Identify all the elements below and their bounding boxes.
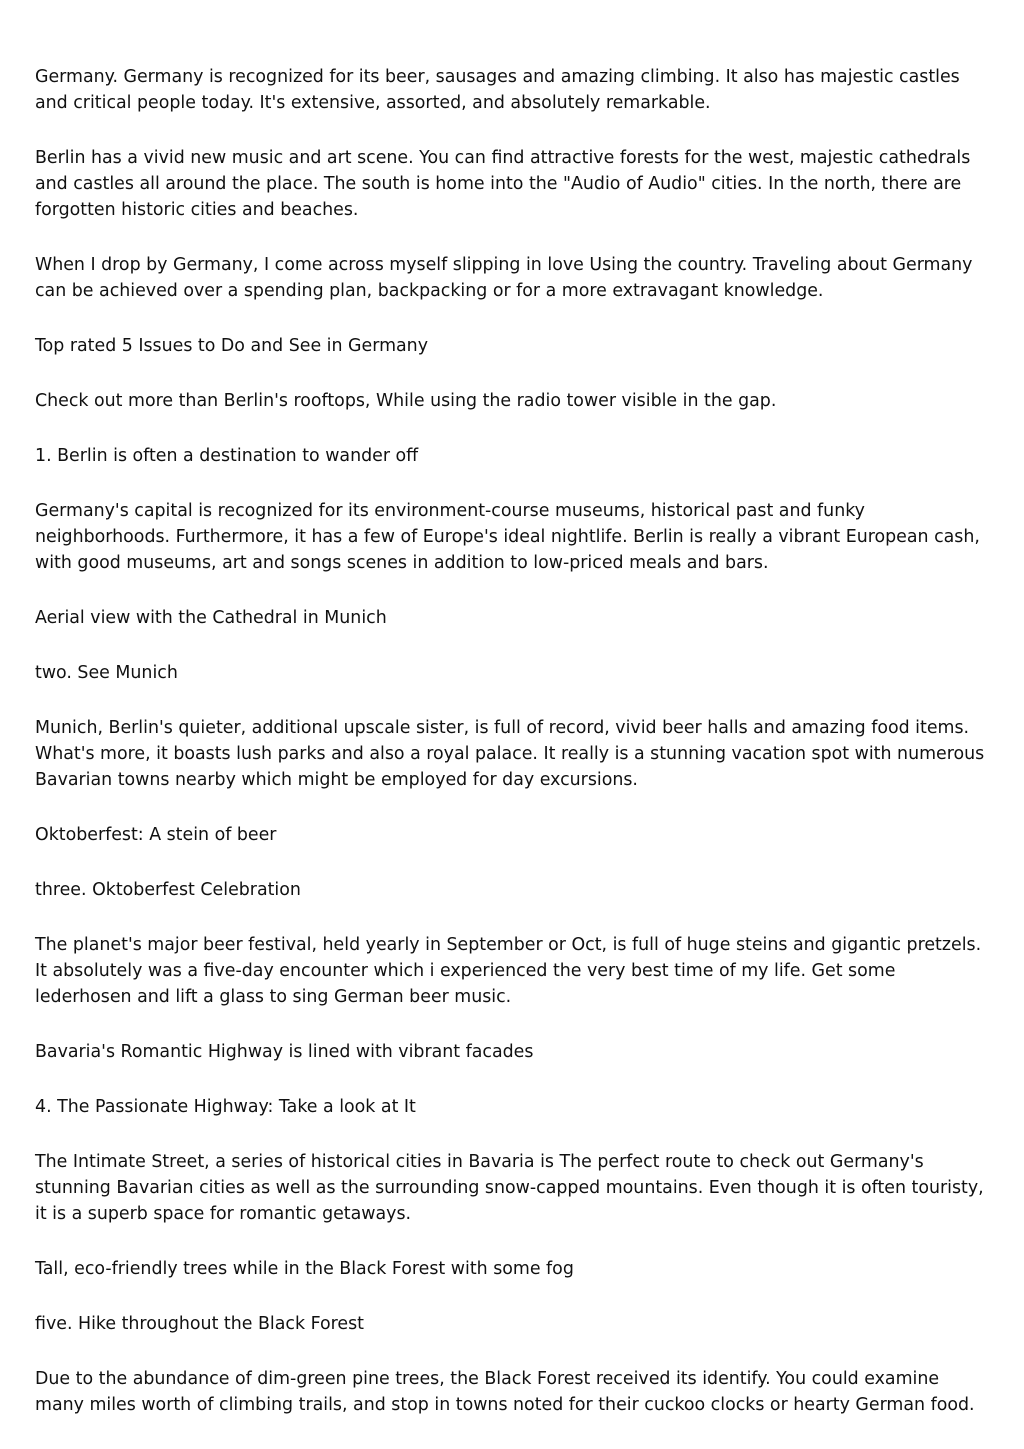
item-heading-black-forest: five. Hike throughout the Black Forest [35,1314,364,1334]
image-caption-berlin-rooftops: Check out more than Berlin's rooftops, While using the radio tower visible in the gap. [35,391,777,411]
document-body [35,64,985,1447]
image-caption-romantic-highway: Bavaria's Romantic Highway is lined with vibrant facades [35,1042,534,1062]
paragraph-intro: Germany. Germany is recognized for its beer, sausages and amazing climbing. It also has majestic castles and critical people today. It's extensive, assorted, and absolutely remarkable. [35,67,960,113]
image-caption-munich: Aerial view with the Cathedral in Munich [35,608,387,628]
paragraph-travel: When I drop by Germany, I come across myself slipping in love Using the country. Traveling about Germany can be achieved over a spending plan, backpacking or for a more extravagant knowledge. [35,255,973,301]
paragraph-berlin: Germany's capital is recognized for its environment-course museums, historical past and funky neighborhoods. Furthermore, it has a few of Europe's ideal nightlife. Berlin is really a vibrant European cash, with good museums, art and songs scenes in addition to low-priced meals and bars. [35,501,980,573]
image-caption-oktoberfest: Oktoberfest: A stein of beer [35,825,277,845]
item-heading-munich: two. See Munich [35,663,178,683]
section-heading-top-5: Top rated 5 Issues to Do and See in Germany [35,336,428,356]
paragraph-romantic-highway: The Intimate Street, a series of historical cities in Bavaria is The perfect route to check out Germany's stunning Bavarian cities as well as the surrounding snow-capped mountains. Even though it is often touristy, it is a superb space for romantic getaways. [35,1152,984,1224]
paragraph-berlin-scene: Berlin has a vivid new music and art scene. You can find attractive forests for the west, majestic cathedrals and castles all around the place. The south is home into the "Audio of Audio" cities. In the north, there are forgotten historic cities and beaches. [35,148,971,220]
item-heading-oktoberfest: three. Oktoberfest Celebration [35,880,301,900]
image-caption-black-forest: Tall, eco-friendly trees while in the Black Forest with some fog [35,1259,574,1279]
item-heading-berlin: 1. Berlin is often a destination to wander off [35,446,419,466]
item-heading-romantic-highway: 4. The Passionate Highway: Take a look at It [35,1097,416,1117]
paragraph-oktoberfest: The planet's major beer festival, held yearly in September or Oct, is full of huge steins and gigantic pretzels. It absolutely was a five-day encounter which i experienced the very best time of my life. Get some lederhosen and lift a glass to sing German beer music. [35,935,982,1007]
paragraph-black-forest: Due to the abundance of dim-green pine trees, the Black Forest received its identify. You could examine many miles worth of climbing trails, and stop in towns noted for their cuckoo clocks or hearty German food. [35,1369,975,1415]
paragraph-munich: Munich, Berlin's quieter, additional upscale sister, is full of record, vivid beer halls and amazing food items. What's more, it boasts lush parks and also a royal palace. It really is a stunning vacation spot with numerous Bavarian towns nearby which might be employed for day excursions. [35,718,985,790]
